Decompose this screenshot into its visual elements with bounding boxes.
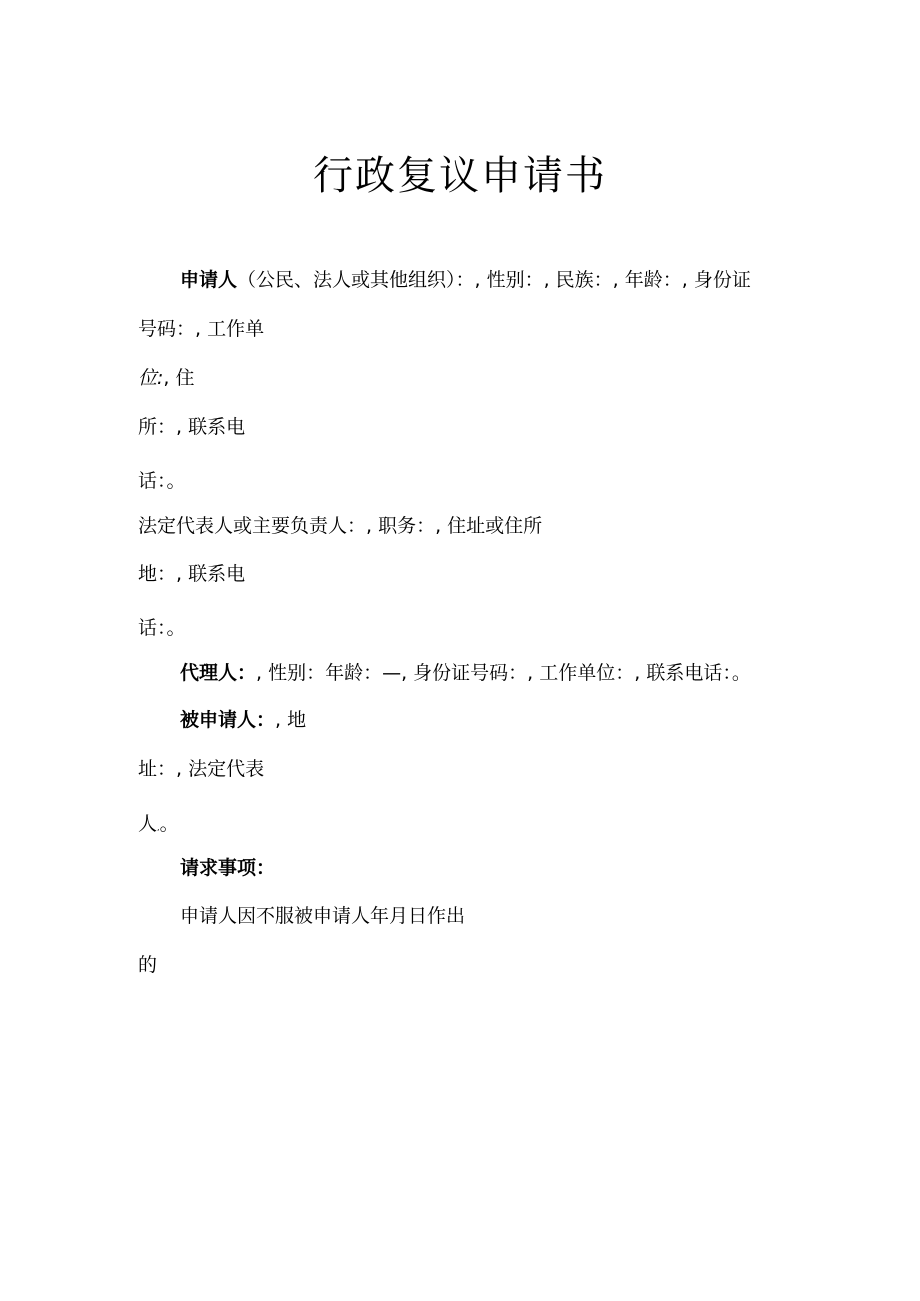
respondent-line-1-text: , 地 <box>275 709 307 731</box>
legal-rep-line-2: 地：, 联系电 <box>138 563 246 585</box>
respondent-label: 被申请人： <box>180 709 276 731</box>
request-heading: 请求事项： <box>180 857 276 879</box>
agent-line-text: , 性别：年龄：—, 身份证号码：, 工作单位：, 联系电话：。 <box>256 662 751 684</box>
request-line-1: 申请人因不服被申请人年月日作出 <box>180 905 466 927</box>
applicant-label: 申请人 <box>180 269 238 291</box>
respondent-line-3-end: 。 <box>159 813 179 835</box>
agent-line <box>180 660 751 686</box>
respondent-line-3-lead: 人 <box>138 813 158 835</box>
applicant-line-1-text: （公民、法人或其他组织）：, 性别：, 民族：, 年龄：, 身份证 <box>237 269 751 291</box>
request-line-2: 的 <box>138 954 158 976</box>
respondent-line-3-mark: , <box>157 823 160 832</box>
respondent-line-1 <box>180 707 306 733</box>
document-title: 行政复议申请书 <box>313 153 607 199</box>
agent-label: 代理人： <box>180 662 257 684</box>
applicant-line-1 <box>180 267 751 293</box>
applicant-line-4: 所：, 联系电 <box>138 416 246 438</box>
applicant-line-2: 号码：, 工作单 <box>138 318 265 340</box>
legal-rep-line-1: 法定代表人或主要负责人：, 职务：, 住址或住所 <box>138 515 543 537</box>
applicant-line-5: 话：。 <box>138 470 186 492</box>
respondent-line-2: 址：, 法定代表 <box>138 758 265 780</box>
legal-rep-line-3: 话：。 <box>138 617 186 639</box>
applicant-line-3 <box>138 365 195 391</box>
respondent-line-3 <box>138 811 179 841</box>
applicant-line-3-lead: 位: <box>138 367 164 389</box>
applicant-line-3-text: , 住 <box>163 367 195 389</box>
